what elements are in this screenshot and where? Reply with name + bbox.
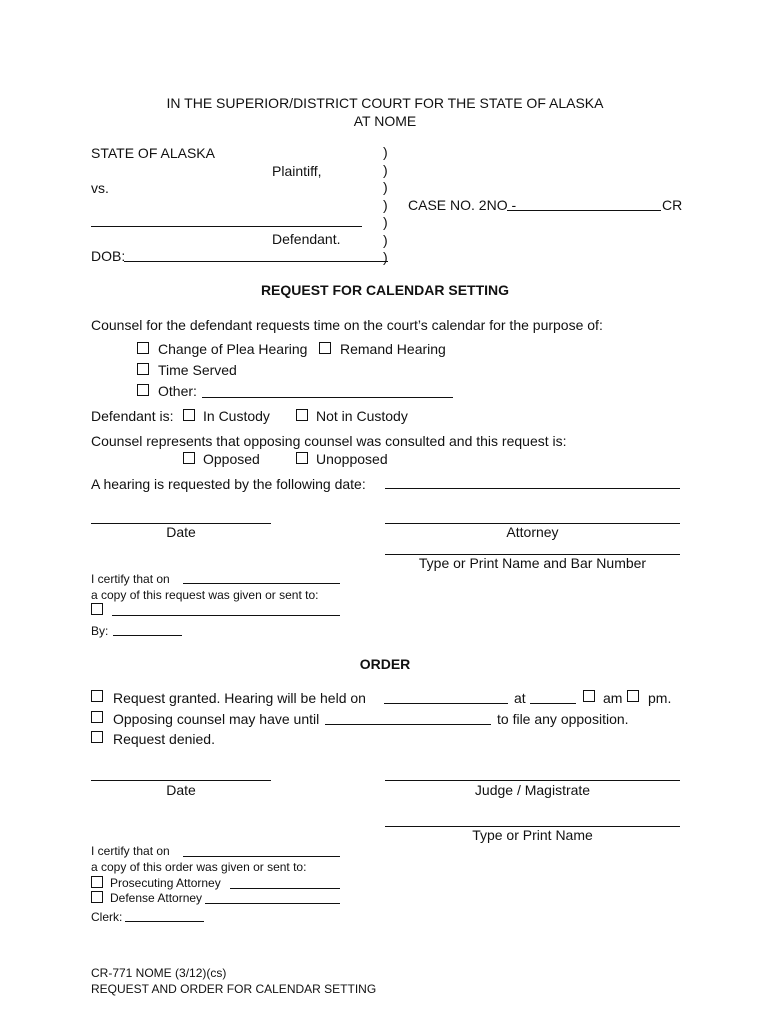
other-line[interactable] <box>202 397 453 398</box>
denied-text: Request denied. <box>113 731 215 747</box>
print-name-bar-label: Type or Print Name and Bar Number <box>418 555 647 571</box>
prosecuting-attorney-checkbox[interactable] <box>91 876 103 888</box>
form-title: REQUEST AND ORDER FOR CALENDAR SETTING <box>91 982 377 996</box>
order-date-label: Date <box>166 782 196 798</box>
unopposed-label: Unopposed <box>316 451 388 467</box>
judge-signature-line[interactable] <box>385 780 680 781</box>
plaintiff-label: Plaintiff, <box>272 163 322 179</box>
hearing-time-line[interactable] <box>530 703 576 704</box>
request-intro: Counsel for the defendant requests time on the court’s calendar for the purpose of: <box>91 317 603 333</box>
am-checkbox[interactable] <box>583 690 595 702</box>
dob-label: DOB: <box>91 248 126 264</box>
case-no-line[interactable] <box>507 210 661 211</box>
clerk-line[interactable] <box>125 921 204 922</box>
to-file-text: to file any opposition. <box>497 711 629 727</box>
pm-checkbox[interactable] <box>627 690 639 702</box>
opposing-deadline-checkbox[interactable] <box>91 711 103 723</box>
clerk-label: Clerk: <box>91 910 123 924</box>
caption-paren: ) <box>383 231 388 248</box>
at-label: at <box>514 690 526 706</box>
pm-label: pm. <box>648 690 672 706</box>
plaintiff-name: STATE OF ALASKA <box>91 145 215 161</box>
request-recipient-line[interactable] <box>112 615 340 616</box>
order-certify-on: I certify that on <box>91 844 170 858</box>
request-certify-copy: a copy of this request was given or sent to: <box>91 588 319 602</box>
vs-label: vs. <box>91 180 109 196</box>
caption-paren: ) <box>383 214 388 230</box>
defense-attorney-label: Defense Attorney <box>110 891 203 905</box>
remand-hearing-label: Remand Hearing <box>340 341 446 357</box>
judge-label: Judge / Magistrate <box>474 782 591 798</box>
caption-paren: ) <box>383 249 388 265</box>
attorney-label: Attorney <box>506 524 559 540</box>
granted-checkbox[interactable] <box>91 690 103 702</box>
consult-text: Counsel represents that opposing counsel was consulted and this request is: <box>91 433 567 449</box>
opposed-checkbox[interactable] <box>183 452 195 464</box>
order-title: ORDER <box>359 656 411 672</box>
request-by-label: By: <box>91 624 109 638</box>
defense-attorney-line[interactable] <box>205 903 340 904</box>
order-certify-copy: a copy of this order was given or sent to: <box>91 860 307 874</box>
caption-paren: ) <box>383 144 388 160</box>
remand-hearing-checkbox[interactable] <box>319 342 331 354</box>
hearing-date-line[interactable] <box>384 703 508 704</box>
caption-paren: ) <box>383 161 388 178</box>
request-by-line[interactable] <box>113 635 182 636</box>
print-name-label: Type or Print Name <box>472 827 593 843</box>
other-checkbox[interactable] <box>137 384 149 396</box>
change-of-plea-checkbox[interactable] <box>137 342 149 354</box>
order-date-line[interactable] <box>91 780 271 781</box>
court-heading-line2: AT NOME <box>353 113 417 129</box>
opposition-deadline-line[interactable] <box>325 724 491 725</box>
date-request-text: A hearing is requested by the following date: <box>91 476 366 492</box>
request-recipient-checkbox[interactable] <box>91 603 103 615</box>
change-of-plea-label: Change of Plea Hearing <box>158 341 308 357</box>
court-heading-line1: IN THE SUPERIOR/DISTRICT COURT FOR THE STATE OF ALASKA <box>166 95 604 111</box>
not-in-custody-checkbox[interactable] <box>296 409 308 421</box>
time-served-label: Time Served <box>158 362 237 378</box>
am-label: am <box>603 690 623 706</box>
request-certify-date-line[interactable] <box>183 583 340 584</box>
defendant-name-line[interactable] <box>91 226 362 227</box>
caption-paren: ) <box>383 196 388 213</box>
caption-paren: ) <box>383 179 388 195</box>
form-number: CR-771 NOME (3/12)(cs) <box>91 966 227 980</box>
in-custody-checkbox[interactable] <box>183 409 195 421</box>
not-in-custody-label: Not in Custody <box>316 408 408 424</box>
request-date-label: Date <box>166 524 196 540</box>
dob-line[interactable] <box>124 261 388 262</box>
order-certify-date-line[interactable] <box>183 856 340 857</box>
opposing-text: Opposing counsel may have until <box>113 711 320 727</box>
defendant-label: Defendant. <box>272 231 341 247</box>
requested-date-line[interactable] <box>385 488 680 489</box>
prosecuting-attorney-line[interactable] <box>230 888 340 889</box>
other-label: Other: <box>158 383 197 399</box>
denied-checkbox[interactable] <box>91 731 103 743</box>
unopposed-checkbox[interactable] <box>296 452 308 464</box>
case-no-label: CASE NO. 2NO - <box>408 197 517 213</box>
case-suffix: CR <box>662 197 683 213</box>
defense-attorney-checkbox[interactable] <box>91 891 103 903</box>
request-title: REQUEST FOR CALENDAR SETTING <box>260 282 510 298</box>
prosecuting-attorney-label: Prosecuting Attorney <box>110 876 221 890</box>
request-certify-on: I certify that on <box>91 572 170 586</box>
granted-text: Request granted. Hearing will be held on <box>113 690 366 706</box>
in-custody-label: In Custody <box>203 408 270 424</box>
custody-label: Defendant is: <box>91 408 174 424</box>
opposed-label: Opposed <box>203 451 260 467</box>
time-served-checkbox[interactable] <box>137 363 149 375</box>
